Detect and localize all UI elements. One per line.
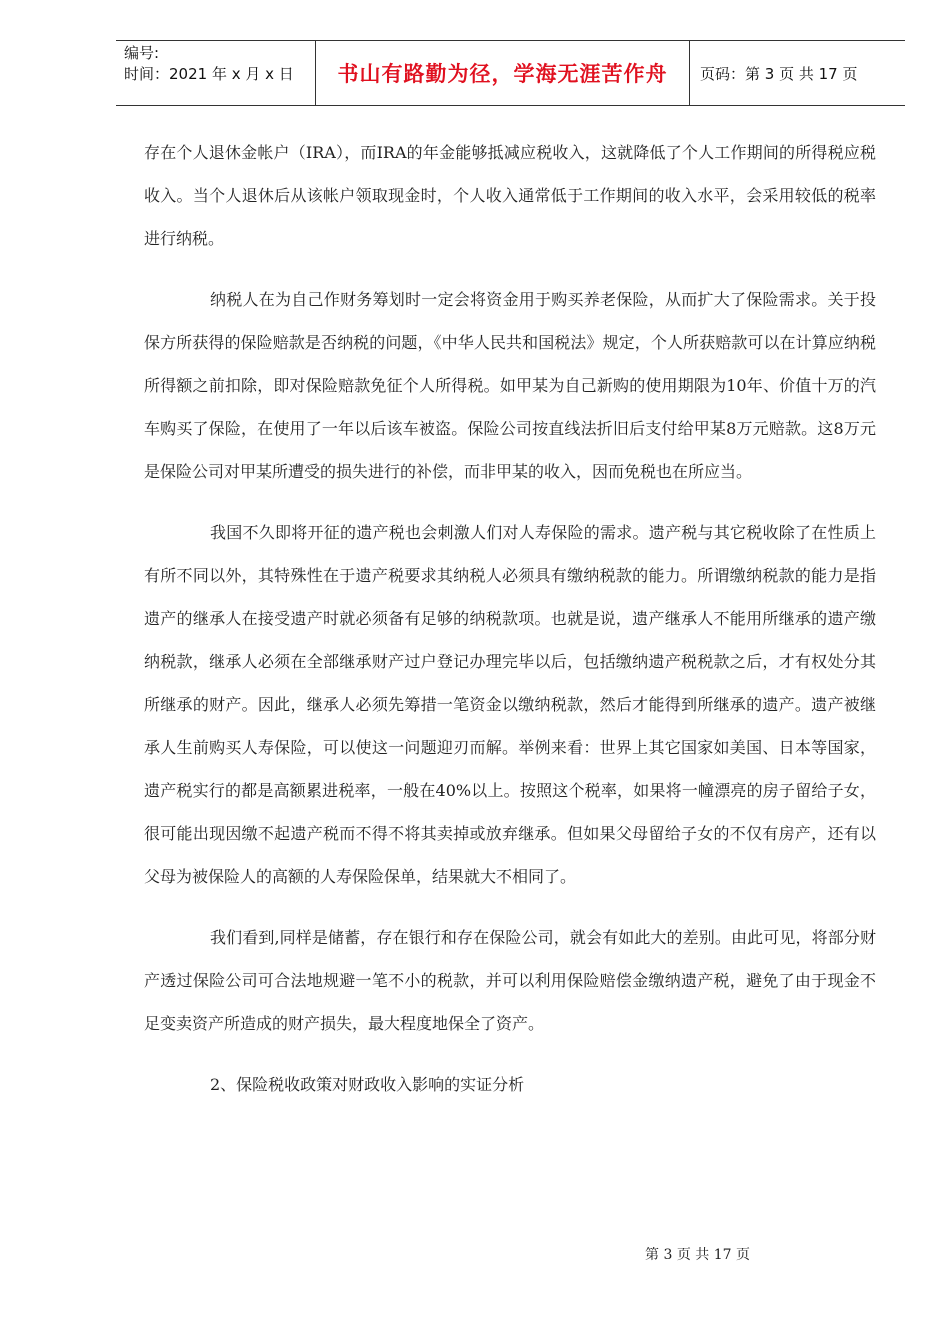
header-meta [116, 41, 316, 105]
header-page-number: 页码：第 3 页 共 17 页 [700, 64, 858, 83]
serial-number-label: 编号: [124, 44, 160, 62]
paragraph-1: 存在个人退休金帐户（IRA），而IRA的年金能够抵减应税收入，这就降低了个人工作期间的所得税应税收入。当个人退休后从该帐户领取现金时，个人收入通常低于工作期间的收入水平，会采用较低的税率进行纳税。 [144, 143, 876, 248]
page-footer: 第 3 页 共 17 页 [645, 1247, 750, 1263]
paragraph-3: 我国不久即将开征的遗产税也会刺激人们对人寿保险的需求。遗产税与其它税收除了在性质上有所不同以外，其特殊性在于遗产税要求其纳税人必须具有缴纳税款的能力。所谓缴纳税款的能力是指遗产的继承人在接受遗产时就必须备有足够的纳税款项。也就是说，遗产继承人不能用所继承的遗产缴纳税款，继承人必须在全部继承财产过户登记办理完毕以后，包括缴纳遗产税税款之后，才有权处分其所继承的财产。因此，继承人必须先筹措一笔资金以缴纳税款，然后才能得到所继承的遗产。遗产被继承人生前购买人寿保险，可以使这一问题迎刃而解。举例来看：世界上其它国家如美国、日本等国家，遗产税实行的都是高额累进税率，一般在40%以上。按照这个税率，如果将一幢漂亮的房子留给子女，很可能出现因缴不起遗产税而不得不将其卖掉或放弃继承。但如果父母留给子女的不仅有房产，还有以父母为被保险人的高额的人寿保险保单，结果就大不相同了。 [144, 523, 876, 886]
date-label: 时间：2021 年 x 月 x 日 [124, 65, 294, 83]
header-motto: 书山有路勤为径，学海无涯苦作舟 [316, 41, 690, 105]
section-heading: 2、保险税收政策对财政收入影响的实证分析 [210, 1075, 525, 1094]
paragraph-4: 我们看到,同样是储蓄，存在银行和存在保险公司，就会有如此大的差别。由此可见，将部分财产透过保险公司可合法地规避一笔不小的税款，并可以利用保险赔偿金缴纳遗产税，避免了由于现金不足变卖资产所造成的财产损失，最大程度地保全了资产。 [144, 928, 876, 1033]
document-body [144, 131, 876, 1106]
page-header [116, 40, 905, 106]
paragraph-2: 纳税人在为自己作财务筹划时一定会将资金用于购买养老保险，从而扩大了保险需求。关于投保方所获得的保险赔款是否纳税的问题，《中华人民共和国税法》规定，个人所获赔款可以在计算应纳税所得额之前扣除，即对保险赔款免征个人所得税。如甲某为自己新购的使用期限为10年、价值十万的汽车购买了保险，在使用了一年以后该车被盗。保险公司按直线法折旧后支付给甲某8万元赔款。这8万元是保险公司对甲某所遭受的损失进行的补偿，而非甲某的收入，因而免税也在所应当。 [144, 290, 876, 481]
